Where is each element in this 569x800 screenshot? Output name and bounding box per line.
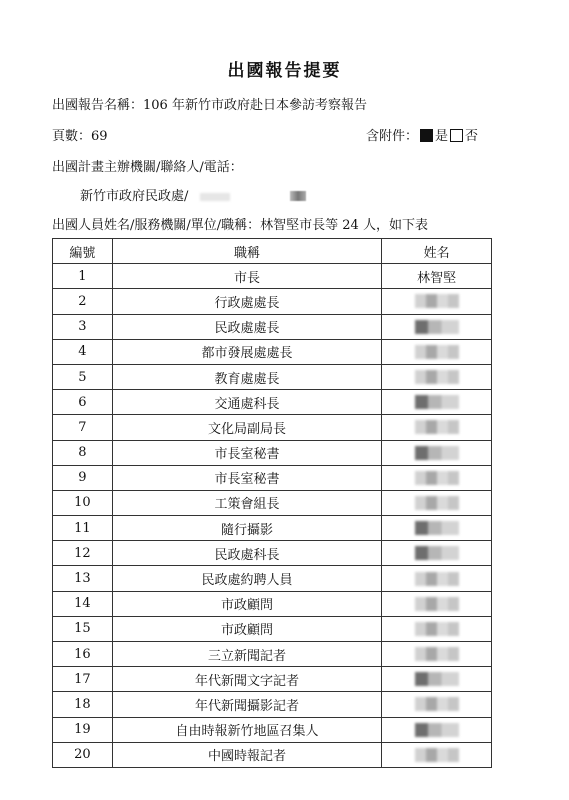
table-row (53, 667, 492, 692)
cell-no: 9 (53, 465, 113, 490)
redacted-name (415, 521, 459, 535)
redacted-name (415, 622, 459, 636)
redacted-name (415, 546, 459, 560)
document-title: 出國報告提要 (227, 61, 342, 81)
attachment-no-checkbox[interactable] (450, 129, 463, 142)
table-row (53, 364, 492, 389)
cell-name (382, 516, 492, 541)
cell-no: 14 (53, 591, 113, 616)
cell-name (382, 289, 492, 314)
cell-no: 12 (53, 541, 113, 566)
cell-no: 2 (53, 289, 113, 314)
attachment-yes-checkbox[interactable] (420, 129, 433, 142)
redacted-name (415, 572, 459, 586)
attachment-label: 含附件： (366, 129, 419, 144)
members-line: 出國人員姓名/服務機關/單位/職稱：林智堅市長等 24 人，如下表 (52, 218, 428, 233)
table-row (53, 415, 492, 440)
redacted-name (415, 723, 459, 737)
cell-name (382, 339, 492, 364)
cell-no: 4 (53, 339, 113, 364)
cell-no: 16 (53, 642, 113, 667)
members-table (52, 238, 492, 768)
cell-name (382, 667, 492, 692)
redacted-name (415, 697, 459, 711)
cell-title: 自由時報新竹地區召集人 (112, 717, 381, 742)
cell-name (382, 591, 492, 616)
attachment-field (366, 125, 478, 144)
cell-name (382, 415, 492, 440)
table-row (53, 516, 492, 541)
header-name: 姓名 (382, 239, 492, 264)
table-row (53, 566, 492, 591)
cell-no: 11 (53, 516, 113, 541)
cell-title: 中國時報記者 (112, 742, 381, 767)
cell-name (382, 616, 492, 641)
table-row (53, 616, 492, 641)
table-header-row (53, 239, 492, 264)
header-title: 職稱 (112, 239, 381, 264)
table-row (53, 591, 492, 616)
cell-title: 都市發展處處長 (112, 339, 381, 364)
cell-title: 三立新聞記者 (112, 642, 381, 667)
redacted-name (415, 446, 459, 460)
table-row (53, 289, 492, 314)
table-row (53, 541, 492, 566)
cell-title: 市長 (112, 264, 381, 289)
table-row (53, 264, 492, 289)
cell-name (382, 465, 492, 490)
redacted-name (415, 320, 459, 334)
attachment-no-label: 否 (465, 129, 479, 144)
cell-title: 市長室秘書 (112, 465, 381, 490)
cell-no: 6 (53, 390, 113, 415)
organizer-label: 出國計畫主辦機關/聯絡人/電話： (52, 160, 243, 175)
organizer-line (80, 185, 306, 204)
cell-title: 年代新聞文字記者 (112, 667, 381, 692)
table-row (53, 642, 492, 667)
cell-title: 行政處處長 (112, 289, 381, 314)
table-row (53, 339, 492, 364)
redacted-phone (290, 191, 306, 201)
table-row (53, 390, 492, 415)
redacted-name (415, 496, 459, 510)
attachment-yes-label: 是 (435, 129, 449, 144)
redacted-name (415, 420, 459, 434)
redacted-name (415, 471, 459, 485)
cell-name (382, 692, 492, 717)
redacted-name (415, 672, 459, 686)
cell-no: 20 (53, 742, 113, 767)
cell-name (382, 566, 492, 591)
cell-name: 林智堅 (382, 264, 492, 289)
cell-name (382, 742, 492, 767)
cell-no: 3 (53, 314, 113, 339)
cell-no: 13 (53, 566, 113, 591)
cell-title: 市政顧問 (112, 616, 381, 641)
cell-name (382, 490, 492, 515)
table-row (53, 692, 492, 717)
cell-name (382, 314, 492, 339)
cell-no: 15 (53, 616, 113, 641)
cell-title: 文化局副局長 (112, 415, 381, 440)
redacted-name (415, 370, 459, 384)
table-row (53, 440, 492, 465)
cell-name (382, 642, 492, 667)
cell-no: 7 (53, 415, 113, 440)
cell-no: 1 (53, 264, 113, 289)
cell-no: 8 (53, 440, 113, 465)
cell-no: 5 (53, 364, 113, 389)
cell-title: 年代新聞攝影記者 (112, 692, 381, 717)
cell-title: 教育處處長 (112, 364, 381, 389)
cell-title: 民政處處長 (112, 314, 381, 339)
header-number: 編號 (53, 239, 113, 264)
redacted-name (415, 294, 459, 308)
cell-title: 民政處約聘人員 (112, 566, 381, 591)
cell-no: 17 (53, 667, 113, 692)
redacted-name (415, 748, 459, 762)
cell-no: 19 (53, 717, 113, 742)
cell-title: 工策會組長 (112, 490, 381, 515)
redacted-name (415, 647, 459, 661)
cell-name (382, 717, 492, 742)
cell-no: 18 (53, 692, 113, 717)
cell-title: 市長室秘書 (112, 440, 381, 465)
table-row (53, 465, 492, 490)
cell-title: 民政處科長 (112, 541, 381, 566)
redacted-name (415, 345, 459, 359)
cell-title: 交通處科長 (112, 390, 381, 415)
cell-no: 10 (53, 490, 113, 515)
table-row (53, 742, 492, 767)
table-row (53, 314, 492, 339)
cell-title: 隨行攝影 (112, 516, 381, 541)
cell-title: 市政顧問 (112, 591, 381, 616)
cell-name (382, 440, 492, 465)
table-row (53, 717, 492, 742)
report-name: 出國報告名稱：106 年新竹市政府赴日本參訪考察報告 (52, 98, 367, 113)
cell-name (382, 541, 492, 566)
table-row (53, 490, 492, 515)
redacted-name (415, 597, 459, 611)
organizer-value: 新竹市政府民政處/ (80, 189, 189, 204)
page-count: 頁數：69 (52, 129, 108, 144)
cell-name (382, 364, 492, 389)
redacted-contact (200, 193, 230, 201)
redacted-name (415, 395, 459, 409)
cell-name (382, 390, 492, 415)
